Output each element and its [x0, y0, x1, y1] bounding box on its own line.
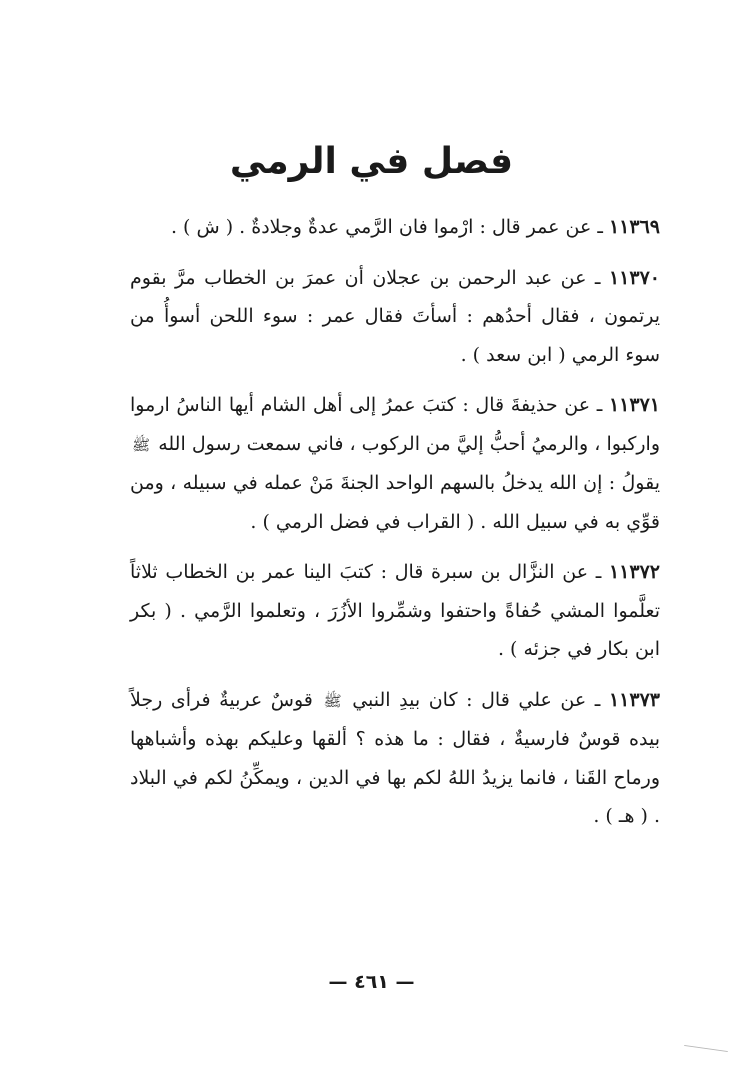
hadith-text: عن النزَّال بن سبرة قال : كتبَ الينا عمر بن الخطاب ثلاثاً تعلَّموا المشي حُفاةً واحتفوا وشمِّروا الأزُرَ ، وتعلموا الرَّمي . ( بكر ابن بكار في جزئه ) . [130, 561, 660, 660]
hadith-text-continued: يقولُ : إن الله يدخلُ بالسهم الواحد الجنةَ مَنْ عمله في سبيله ، ومن قوِّي به في سبيل الله . ( القراب في فضل الرمي ) . [130, 472, 660, 533]
hadith-text-continued: قوسٌ عربيةٌ فرأى رجلاً بيده قوسٌ فارسيةٌ ، فقال : ما هذه ؟ ألقها وعليكم بهذه وأشباهها ورماح القَنا ، فانما يزيدُ اللهُ لكم بها في الدين ، ويمكِّنُ لكم في البلاد . ( هـ ) . [130, 688, 660, 827]
hadith-number: ١١٣٧٢ [608, 561, 660, 583]
hadith-list [130, 208, 660, 848]
hadith-text: عن عبد الرحمن بن عجلان أن عمرَ بن الخطاب مرَّ بقوم يرتمون ، فقال أحدُهم : أسأتَ فقال عمر : سوء اللحن أسوأُ من سوء الرمي ( ابن سعد ) . [130, 266, 660, 366]
page-number: — ٤٦١ — [328, 971, 415, 993]
scan-corner-mark [684, 1045, 728, 1052]
hadith-text: عن علي قال : كان بيدِ النبي [352, 688, 587, 711]
hadith-paragraph: ١١٣٧٠ ـ عن عبد الرحمن بن عجلان أن عمرَ بن الخطاب مرَّ بقوم يرتمون ، فقال أحدُهم : أسأتَ فقال عمر : سوء اللحن أسوأُ من سوء الرمي ( ابن سعد ) . [130, 266, 660, 366]
salawat-glyph: ﷺ [132, 435, 151, 454]
hadith-paragraph: ١١٣٧١ ـ عن حذيفةَ قال : كتبَ عمرُ إلى أهل الشام أيها الناسُ ارموا واركبوا ، والرميُ أحبُّ إليَّ من الركوب ، فاني سمعت رسول الله ﷺ يقولُ : إن الله يدخلُ بالسهم الواحد الجنةَ مَنْ عمله في سبيله ، ومن قوِّي به في سبيل الله . ( القراب في فضل الرمي ) . [130, 394, 660, 533]
hadith-paragraph: ١١٣٧٣ ـ عن علي قال : كان بيدِ النبي ﷺ قوسٌ عربيةٌ فرأى رجلاً بيده قوسٌ فارسيةٌ ، فقال : ما هذه ؟ ألقها وعليكم بهذه وأشباهها ورماح القَنا ، فانما يزيدُ اللهُ لكم بها في الدين ، ويمكِّنُ لكم في البلاد . ( هـ ) . [130, 681, 660, 836]
hadith-text: عن حذيفةَ قال : كتبَ عمرُ إلى أهل الشام أيها الناسُ ارموا واركبوا ، والرميُ أحبُّ إليَّ من الركوب ، فاني سمعت رسول الله [130, 394, 660, 455]
salawat-glyph: ﷺ [323, 691, 342, 710]
hadith-paragraph: ١١٣٧٢ ـ عن النزَّال بن سبرة قال : كتبَ الينا عمر بن الخطاب ثلاثاً تعلَّموا المشي حُفاةً واحتفوا وشمِّروا الأزُرَ ، وتعلموا الرَّمي . ( بكر ابن بكار في جزئه ) . [130, 561, 660, 660]
hadith-paragraph: ١١٣٦٩ ـ عن عمر قال : ارْموا فان الرَّمي عدةٌ وجلادةٌ . ( ش ) . [170, 216, 660, 238]
hadith-number: ١١٣٧٣ [608, 688, 660, 711]
section-title: فصل في الرمي [229, 141, 514, 182]
hadith-number: ١١٣٧١ [608, 394, 660, 416]
hadith-text: عن عمر قال : ارْموا فان الرَّمي عدةٌ وجلادةٌ . ( ش ) . [170, 216, 592, 238]
hadith-number: ١١٣٦٩ [608, 216, 660, 238]
hadith-number: ١١٣٧٠ [608, 266, 660, 289]
